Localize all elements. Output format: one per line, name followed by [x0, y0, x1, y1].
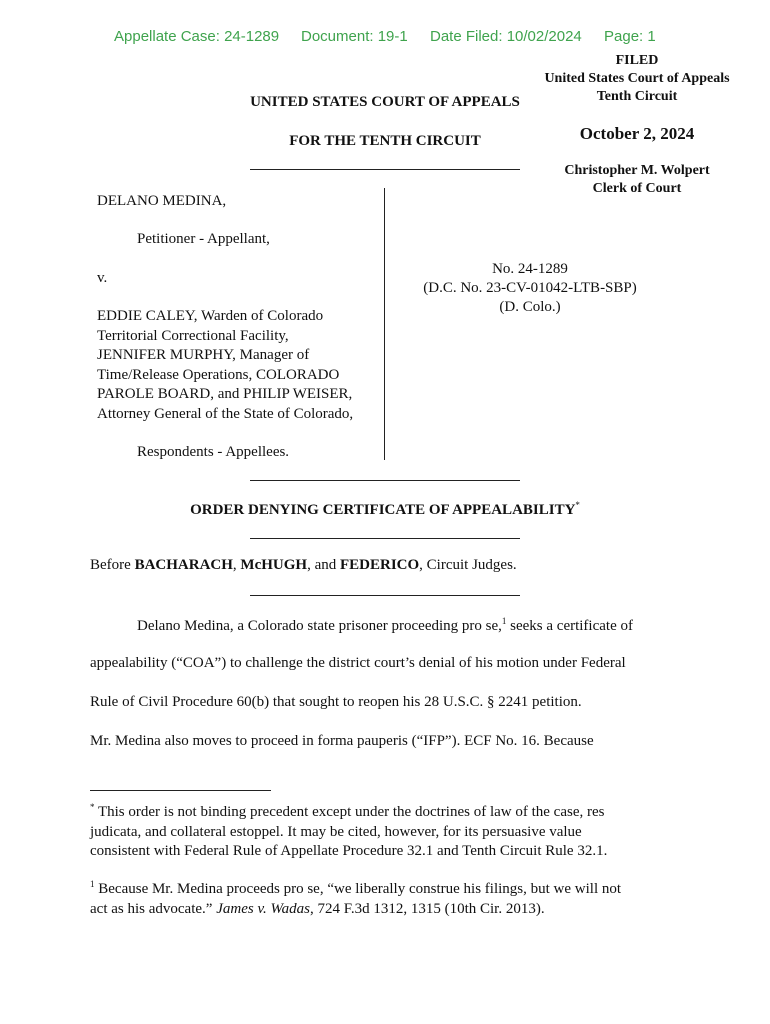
appeal-number: No. 24-1289 — [492, 261, 568, 277]
footnote-star — [90, 798, 690, 862]
case-citation-name: James v. Wadas — [216, 900, 310, 917]
footnote-line — [90, 875, 690, 900]
court-name: UNITED STATES COURT OF APPEALS — [250, 94, 520, 110]
body-text: seeks a certificate of — [506, 618, 633, 634]
footnote-text: This order is not binding precedent except under the doctrines of law of the case, res — [94, 804, 605, 820]
header-case-number: Appellate Case: 24-1289 — [114, 28, 280, 45]
order-title-footnote-mark: * — [575, 500, 580, 510]
stamp-filed: FILED — [615, 53, 659, 68]
body-line: Rule of Civil Procedure 60(b) that sought to reopen his 28 U.S.C. § 2241 petition. — [90, 694, 582, 710]
order-title-text: ORDER DENYING CERTIFICATE OF APPEALABILITY — [190, 502, 576, 518]
respondents-role: Respondents - Appellees. — [137, 444, 290, 460]
header-document-number: Document: 19-1 — [301, 28, 408, 45]
stamp-court: United States Court of Appeals — [544, 71, 730, 86]
footnote-line: consistent with Federal Rule of Appellate Procedure 32.1 and Tenth Circuit Rule 32.1. — [90, 843, 608, 859]
district-court-number: (D.C. No. 23-CV-01042-LTB-SBP) — [423, 280, 637, 296]
footnote-mark: * — [90, 802, 95, 812]
heading-rule — [250, 169, 520, 170]
versus: v. — [97, 270, 108, 286]
respondent-line: PAROLE BOARD, and PHILIP WEISER, — [97, 386, 353, 402]
respondent-line: JENNIFER MURPHY, Manager of — [97, 347, 310, 363]
judge-name: BACHARACH — [134, 557, 233, 573]
respondents-block — [97, 307, 353, 424]
respondent-line: Time/Release Operations, COLORADO — [97, 366, 340, 383]
petitioner-role: Petitioner - Appellant, — [137, 231, 270, 247]
stamp-clerk — [512, 162, 762, 198]
footnote-text: Because Mr. Medina proceeds pro se, “we liberally construe his filings, but we will not — [94, 881, 622, 897]
petitioner-name: DELANO MEDINA, — [97, 193, 227, 209]
footnote-text: act as his advocate.” — [90, 900, 217, 917]
district-name: (D. Colo.) — [499, 299, 561, 315]
footnote-line: judicata, and collateral estoppel. It may be cited, however, for its persuasive value — [90, 823, 582, 840]
body-line: Mr. Medina also moves to proceed in forma pauperis (“IFP”). ECF No. 16. Because — [90, 733, 594, 749]
footnote-line — [90, 798, 690, 823]
caption-rule — [250, 480, 520, 481]
footnote-line — [90, 900, 690, 920]
header-date-filed: Date Filed: 10/02/2024 — [430, 28, 582, 45]
clerk-name: Christopher M. Wolpert — [564, 163, 710, 178]
order-title — [100, 500, 670, 519]
body-line — [137, 616, 633, 635]
caption-divider — [384, 188, 385, 460]
filing-header — [0, 28, 770, 48]
panel-prefix: Before — [90, 557, 135, 573]
judge-name: FEDERICO — [339, 557, 420, 573]
court-circuit: FOR THE TENTH CIRCUIT — [289, 133, 481, 149]
title-rule — [250, 538, 520, 539]
body-text: Delano Medina, a Colorado state prisoner proceeding pro se, — [137, 618, 502, 634]
case-number-block — [400, 260, 660, 317]
respondent-line: Territorial Correctional Facility, — [97, 327, 289, 344]
panel-separator: , and — [307, 557, 340, 573]
footnote-separator — [90, 790, 271, 791]
footnote-ref: 1 — [501, 616, 507, 626]
footnote-one — [90, 875, 690, 919]
panel-rule — [250, 595, 520, 596]
footnote-text: , 724 F.3d 1312, 1315 (10th Cir. 2013). — [309, 900, 545, 917]
stamp-circuit: Tenth Circuit — [596, 89, 678, 104]
judge-name: McHUGH — [240, 557, 308, 573]
body-line: appealability (“COA”) to challenge the district court’s denial of his motion under Federal — [90, 655, 626, 671]
panel-separator: , — [232, 557, 241, 573]
header-page-number: Page: 1 — [604, 28, 656, 45]
clerk-title: Clerk of Court — [592, 181, 682, 196]
footnote-mark: 1 — [90, 879, 95, 889]
panel-suffix: , Circuit Judges. — [419, 557, 517, 573]
stamp-date: October 2, 2024 — [579, 124, 695, 143]
panel-line — [90, 557, 517, 574]
respondent-line: EDDIE CALEY, Warden of Colorado — [97, 308, 324, 324]
respondent-line: Attorney General of the State of Colorado, — [97, 405, 354, 422]
